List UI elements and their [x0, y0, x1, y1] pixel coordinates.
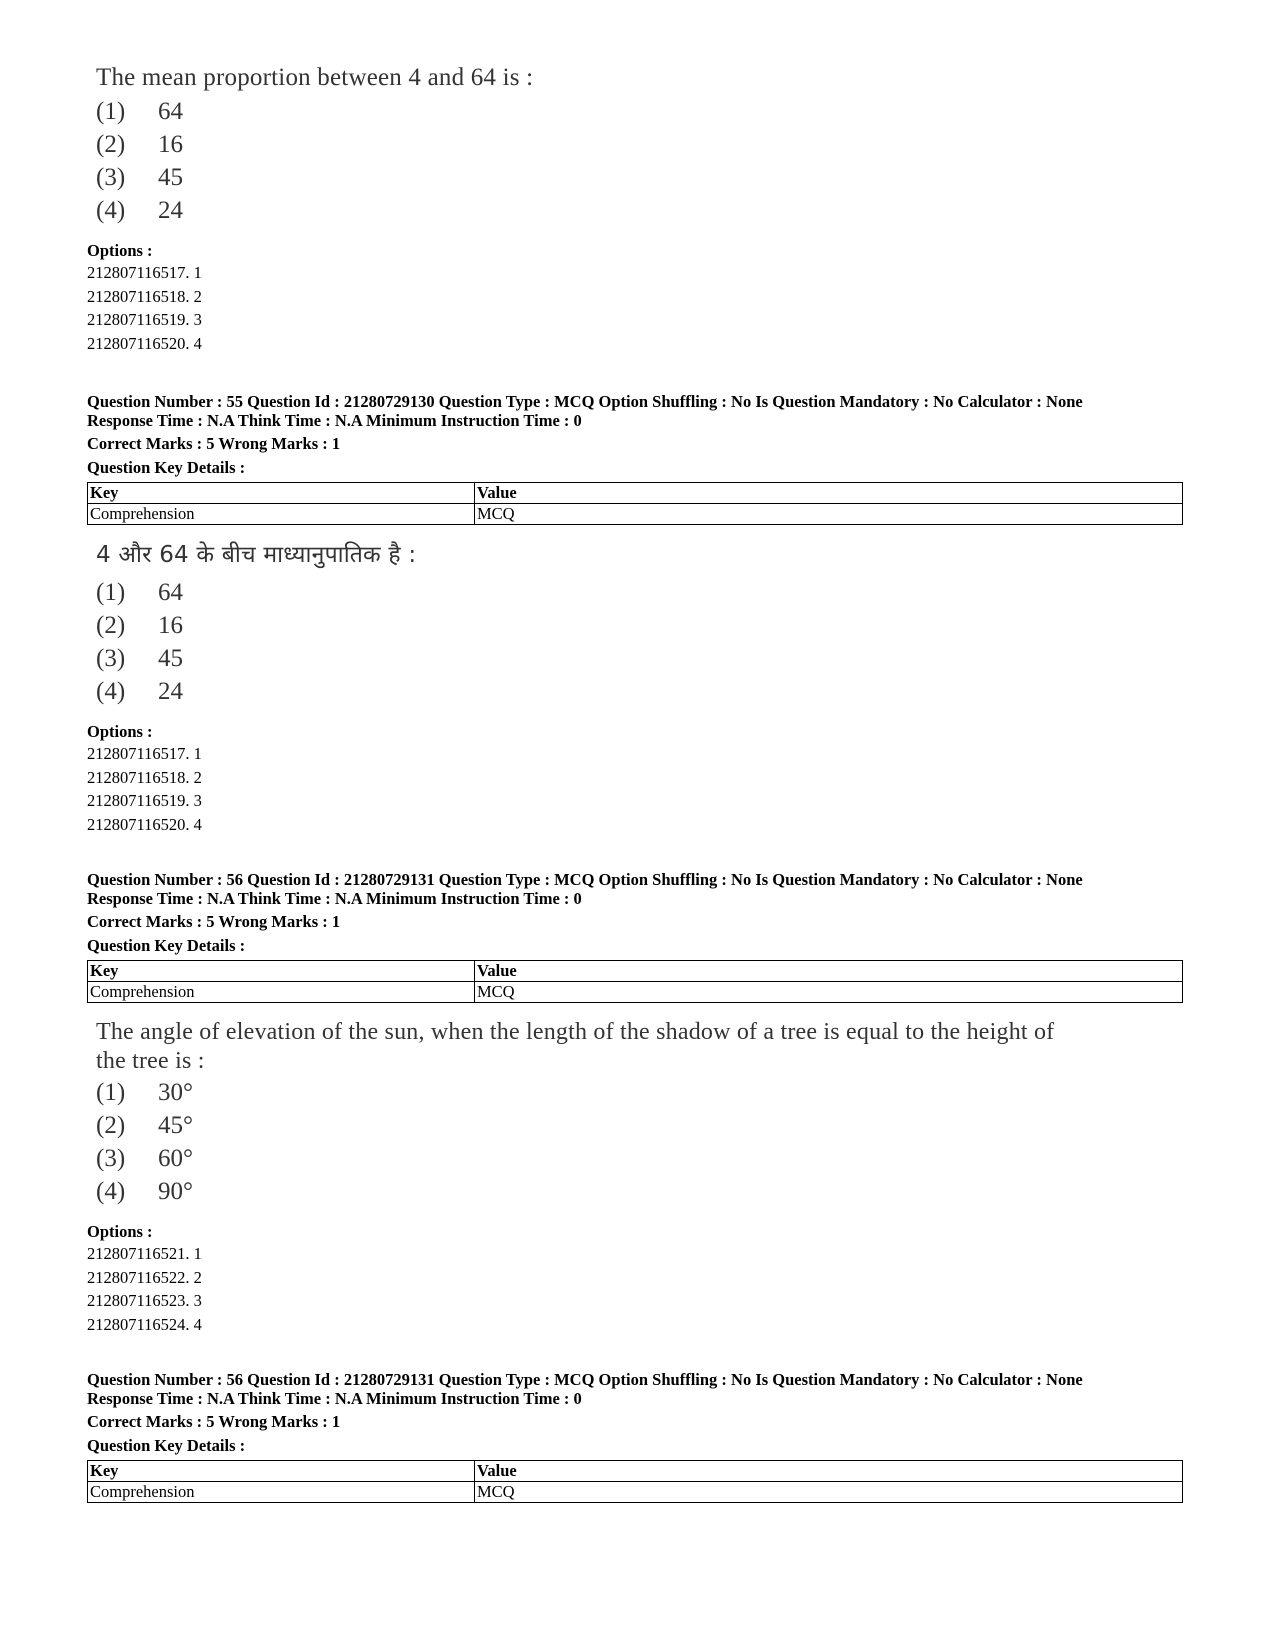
question-meta — [87, 870, 1083, 908]
choice-number: (1) — [96, 579, 126, 606]
table-cell-key: Comprehension — [88, 982, 475, 1003]
question-meta — [87, 1370, 1083, 1408]
key-value-table — [87, 960, 1183, 1003]
choice-number: (4) — [96, 678, 126, 705]
choice-list — [96, 95, 183, 227]
key-details-label: Question Key Details : — [87, 1436, 246, 1455]
option-item: 212807116518. 2 — [87, 286, 202, 306]
table-cell-value: MCQ — [475, 504, 1183, 525]
choice-item — [96, 161, 183, 194]
key-details-label: Question Key Details : — [87, 458, 246, 477]
option-item: 212807116517. 1 — [87, 263, 202, 282]
choice-value: 24 — [158, 678, 183, 705]
marks-line: Correct Marks : 5 Wrong Marks : 1 — [87, 434, 341, 453]
choice-value: 90° — [158, 1178, 193, 1205]
table-cell-value: MCQ — [475, 982, 1183, 1003]
table-header-value: Value — [475, 961, 1183, 982]
choice-number: (1) — [96, 1079, 126, 1106]
choice-item — [96, 1109, 193, 1142]
table-row — [88, 504, 1183, 525]
question-meta-line: Question Number : 56 Question Id : 21280729131 Question Type : MCQ Option Shuffling : No Is Question Mandatory : No Calculator : None — [87, 1370, 1083, 1389]
choice-value: 64 — [158, 579, 183, 606]
options-section — [87, 241, 202, 355]
options-section — [87, 1222, 202, 1336]
choice-number: (3) — [96, 645, 126, 672]
choice-value: 24 — [158, 197, 183, 224]
option-item: 212807116519. 3 — [87, 791, 202, 810]
choice-number: (3) — [96, 164, 126, 191]
choice-item — [96, 1175, 193, 1208]
choice-value: 45 — [158, 164, 183, 191]
choice-value: 64 — [158, 98, 183, 125]
table-header-row — [88, 961, 1183, 982]
choice-number: (2) — [96, 612, 126, 639]
option-item: 212807116518. 2 — [87, 767, 202, 787]
table-header-row — [88, 1461, 1183, 1482]
question-meta-line: Question Number : 56 Question Id : 21280729131 Question Type : MCQ Option Shuffling : No Is Question Mandatory : No Calculator : None — [87, 870, 1083, 889]
question-meta-line: Response Time : N.A Think Time : N.A Minimum Instruction Time : 0 — [87, 889, 582, 908]
question-text: The mean proportion between 4 and 64 is : — [96, 64, 534, 91]
choice-item — [96, 576, 183, 609]
choice-value: 30° — [158, 1079, 193, 1106]
choice-list — [96, 1076, 193, 1208]
table-cell-key: Comprehension — [88, 1482, 475, 1503]
table-header-key: Key — [88, 1461, 475, 1482]
choice-item — [96, 675, 183, 708]
table-header-row — [88, 483, 1183, 504]
choice-item — [96, 642, 183, 675]
choice-value: 16 — [158, 131, 183, 158]
table-row — [88, 982, 1183, 1003]
key-details-label: Question Key Details : — [87, 936, 246, 955]
choice-item — [96, 1076, 193, 1109]
option-item: 212807116521. 1 — [87, 1244, 202, 1263]
choice-number: (3) — [96, 1145, 126, 1172]
key-value-table — [87, 482, 1183, 525]
choice-value: 16 — [158, 612, 183, 639]
choice-value: 45 — [158, 645, 183, 672]
table-header-value: Value — [475, 483, 1183, 504]
choice-item — [96, 609, 183, 642]
choice-number: (2) — [96, 131, 126, 158]
choice-value: 45° — [158, 1112, 193, 1139]
table-cell-value: MCQ — [475, 1482, 1183, 1503]
question-text-line: the tree is : — [96, 1048, 205, 1074]
choice-item — [96, 194, 183, 227]
choice-list — [96, 576, 183, 708]
options-label: Options : — [87, 722, 153, 741]
option-item: 212807116522. 2 — [87, 1267, 202, 1287]
options-label: Options : — [87, 1222, 153, 1241]
marks-line: Correct Marks : 5 Wrong Marks : 1 — [87, 1412, 341, 1431]
choice-value: 60° — [158, 1145, 193, 1172]
option-item: 212807116519. 3 — [87, 310, 202, 329]
table-row — [88, 1482, 1183, 1503]
question-text-line: The angle of elevation of the sun, when the length of the shadow of a tree is equal to the height of — [96, 1019, 1055, 1045]
option-item: 212807116520. 4 — [87, 333, 202, 353]
table-header-value: Value — [475, 1461, 1183, 1482]
choice-number: (1) — [96, 98, 126, 125]
choice-item — [96, 95, 183, 128]
choice-number: (2) — [96, 1112, 126, 1139]
question-meta-line: Response Time : N.A Think Time : N.A Minimum Instruction Time : 0 — [87, 1389, 582, 1408]
question-meta-line: Question Number : 55 Question Id : 21280729130 Question Type : MCQ Option Shuffling : No Is Question Mandatory : No Calculator : None — [87, 392, 1083, 411]
choice-item — [96, 1142, 193, 1175]
table-header-key: Key — [88, 961, 475, 982]
option-item: 212807116523. 3 — [87, 1291, 202, 1310]
choice-number: (4) — [96, 197, 126, 224]
options-section — [87, 722, 202, 836]
option-item: 212807116524. 4 — [87, 1314, 202, 1334]
question-meta — [87, 392, 1083, 430]
choice-item — [96, 128, 183, 161]
question-text — [96, 1018, 1054, 1076]
marks-line: Correct Marks : 5 Wrong Marks : 1 — [87, 912, 341, 931]
option-item: 212807116520. 4 — [87, 814, 202, 834]
question-text: 4 और 64 के बीच माध्यानुपातिक है : — [96, 542, 417, 568]
options-label: Options : — [87, 241, 153, 260]
table-cell-key: Comprehension — [88, 504, 475, 525]
choice-number: (4) — [96, 1178, 126, 1205]
key-value-table — [87, 1460, 1183, 1503]
table-header-key: Key — [88, 483, 475, 504]
question-meta-line: Response Time : N.A Think Time : N.A Minimum Instruction Time : 0 — [87, 411, 582, 430]
option-item: 212807116517. 1 — [87, 744, 202, 763]
